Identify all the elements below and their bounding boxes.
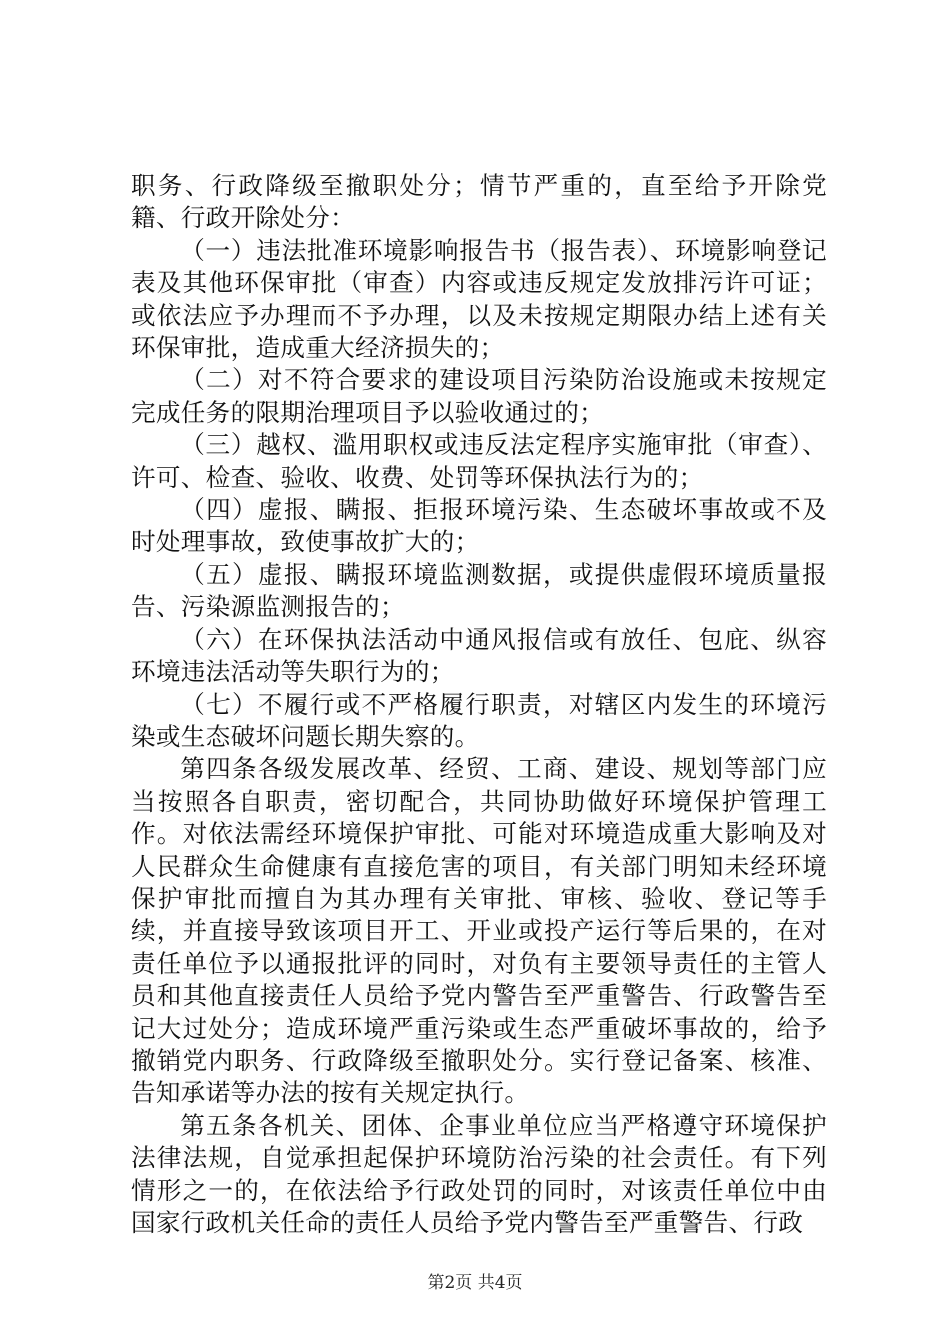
paragraph: 职务、行政降级至撤职处分；情节严重的，直至给予开除党籍、行政开除处分： bbox=[131, 171, 827, 233]
article-5-paragraph: 第五条各机关、团体、企事业单位应当严格遵守环境保护法律法规，自觉承担起保护环境防治污染的社会责任。有下列情形之一的，在依法给予行政处罚的同时，对该责任单位中由国家行政机关任命的责任人员给予党内警告至严重警告、行政 bbox=[131, 1110, 827, 1237]
document-body bbox=[131, 170, 827, 1239]
clause-paragraph-6: （六）在环保执法活动中通风报信或有放任、包庇、纵容环境违法活动等失职行为的； bbox=[131, 624, 827, 687]
clause-paragraph-7: （七）不履行或不严格履行职责，对辖区内发生的环境污染或生态破坏问题长期失察的。 bbox=[131, 689, 827, 751]
clause-paragraph-4: （四）虚报、瞒报、拒报环境污染、生态破坏事故或不及时处理事故，致使事故扩大的； bbox=[131, 495, 827, 557]
clause-paragraph-3: （三）越权、滥用职权或违反法定程序实施审批（审查）、许可、检查、验收、收费、处罚等环保执法行为的； bbox=[131, 430, 827, 492]
clause-paragraph-2: （二）对不符合要求的建设项目污染防治设施或未按规定完成任务的限期治理项目予以验收通过的； bbox=[131, 365, 827, 427]
clause-paragraph-5: （五）虚报、瞒报环境监测数据，或提供虚假环境质量报告、污染源监测报告的； bbox=[131, 559, 827, 622]
article-4-paragraph: 第四条各级发展改革、经贸、工商、建设、规划等部门应当按照各自职责，密切配合，共同协助做好环境保护管理工作。对依法需经环境保护审批、可能对环境造成重大影响及对人民群众生命健康有直接危害的项目，有关部门明知未经环境保护审批而擅自为其办理有关审批、审核、验收、登记等手续，并直接导致该项目开工、开业或投产运行等后果的，在对责任单位予以通报批评的同时，对负有主要领导责任的主管人员和其他直接责任人员给予党内警告至严重警告、行政警告至记大过处分；造成环境严重污染或生态严重破坏事故的，给予撤销党内职务、行政降级至撤职处分。实行登记备案、核准、告知承诺等办法的按有关规定执行。 bbox=[131, 754, 827, 1108]
clause-paragraph-1: （一）违法批准环境影响报告书（报告表）、环境影响登记表及其他环保审批（审查）内容或违反规定发放排污许可证；或依法应予办理而不予办理，以及未按规定期限办结上述有关环保审批，造成重大经济损失的； bbox=[131, 235, 827, 363]
page-number: 第2页 共4页 bbox=[427, 1273, 523, 1293]
